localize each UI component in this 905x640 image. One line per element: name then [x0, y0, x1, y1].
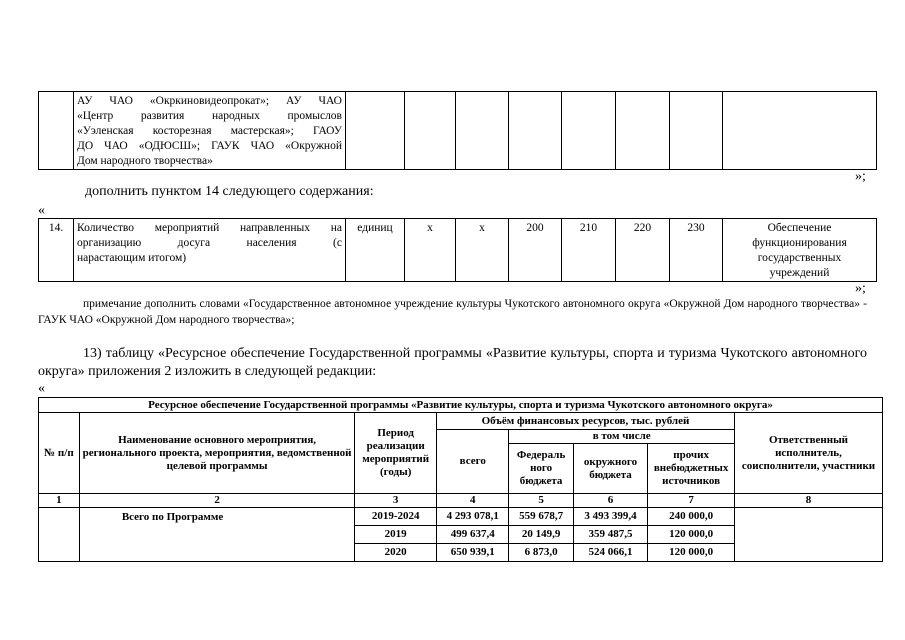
paragraph-add-point: дополнить пунктом 14 следующего содержания:	[85, 184, 374, 199]
point14-table	[38, 218, 877, 282]
top-table-cell	[509, 92, 562, 170]
header-num: № п/п	[39, 413, 80, 494]
row-period: 2019	[355, 526, 437, 544]
row-total: 499 637,4	[437, 526, 509, 544]
resource-table-title: Ресурсное обеспечение Государственной программы «Развитие культуры, спорта и туризма Чукотского автономного округа»	[39, 398, 883, 413]
top-name-line-2: «Центр развития народных промыслов	[77, 110, 342, 122]
header-total: всего	[437, 430, 509, 494]
header-period: Период реализации мероприятий (годы)	[355, 413, 437, 494]
program-label: Всего по Программе	[79, 508, 355, 562]
row-federal: 559 678,7	[509, 508, 573, 526]
header-volume: Объём финансовых ресурсов, тыс. рублей	[437, 413, 735, 430]
program-responsible-cell	[734, 508, 882, 562]
point14-v3: 200	[509, 219, 562, 282]
row-other: 120 000,0	[648, 526, 735, 544]
program-num-cell	[39, 508, 80, 562]
col-number: 6	[573, 494, 648, 508]
header-other: прочих внебюджетных источников	[648, 444, 735, 494]
close-quote-1: »;	[855, 169, 866, 184]
paragraph-13: 13) таблицу «Ресурсное обеспечение Государственной программы «Развитие культуры, спорта и туризма Чукотского автономного округа» приложения 2 изложить в следующей редакции:	[38, 346, 867, 379]
top-table-cell	[456, 92, 509, 170]
top-name-line-5: Дом народного творчества»	[77, 155, 213, 167]
header-responsible: Ответственный исполнитель, соисполнители, участники	[734, 413, 882, 494]
top-name-line-1: АУ ЧАО «Окркиновидеопрокат»; АУ ЧАО	[77, 95, 342, 107]
row-district: 3 493 399,4	[573, 508, 648, 526]
col-number: 7	[648, 494, 735, 508]
point14-v6: 230	[670, 219, 723, 282]
point14-name-cell	[74, 219, 346, 282]
row-other: 240 000,0	[648, 508, 735, 526]
open-quote-1: «	[38, 203, 45, 218]
header-including: в том числе	[509, 430, 735, 444]
col-number: 2	[79, 494, 355, 508]
note-paragraph: примечание дополнить словами «Государственное автономное учреждение культуры Чукотского автономного округа «Окружной Дом народного творчества» - ГАУК ЧАО «Окружной Дом народного творчества»;	[38, 298, 867, 326]
top-table-cell	[670, 92, 723, 170]
top-table-cell	[616, 92, 670, 170]
point14-note: Обеспечение функционирования государственных учреждений	[723, 219, 877, 282]
row-total: 650 939,1	[437, 544, 509, 562]
top-table-name-cell	[74, 92, 346, 170]
row-period: 2020	[355, 544, 437, 562]
point14-v2: х	[456, 219, 509, 282]
col-number: 3	[355, 494, 437, 508]
row-period: 2019-2024	[355, 508, 437, 526]
open-quote-2: «	[38, 381, 45, 396]
close-quote-2: »;	[855, 281, 866, 296]
col-number: 5	[509, 494, 573, 508]
resource-table	[38, 397, 883, 562]
point14-name-line-3: нарастающим итогом)	[77, 252, 187, 264]
row-district: 524 066,1	[573, 544, 648, 562]
header-federal: Федераль ного бюджета	[509, 444, 573, 494]
col-number: 4	[437, 494, 509, 508]
point14-name-line-2: организацию досуга населения (с	[77, 237, 342, 249]
point14-name-line-1: Количество мероприятий направленных на	[77, 222, 342, 234]
top-name-line-3: «Уэленская косторезная мастерская»; ГАОУ	[77, 125, 342, 137]
top-table	[38, 91, 877, 170]
row-total: 4 293 078,1	[437, 508, 509, 526]
top-table-cell	[405, 92, 456, 170]
col-number: 1	[39, 494, 80, 508]
point14-v5: 220	[616, 219, 670, 282]
top-table-cell	[562, 92, 616, 170]
row-federal: 20 149,9	[509, 526, 573, 544]
top-table-cell	[346, 92, 405, 170]
row-other: 120 000,0	[648, 544, 735, 562]
point14-unit: единиц	[346, 219, 405, 282]
row-federal: 6 873,0	[509, 544, 573, 562]
point14-v4: 210	[562, 219, 616, 282]
row-district: 359 487,5	[573, 526, 648, 544]
top-table-cell	[723, 92, 877, 170]
top-table-num-cell	[39, 92, 74, 170]
point14-num: 14.	[39, 219, 74, 282]
header-name: Наименование основного мероприятия, регионального проекта, мероприятия, ведомственной целевой программы	[79, 413, 355, 494]
point14-v1: х	[405, 219, 456, 282]
col-number: 8	[734, 494, 882, 508]
top-name-line-4: ДО ЧАО «ОДЮСШ»; ГАУК ЧАО «Окружной	[77, 140, 342, 152]
header-district: окружного бюджета	[573, 444, 648, 494]
